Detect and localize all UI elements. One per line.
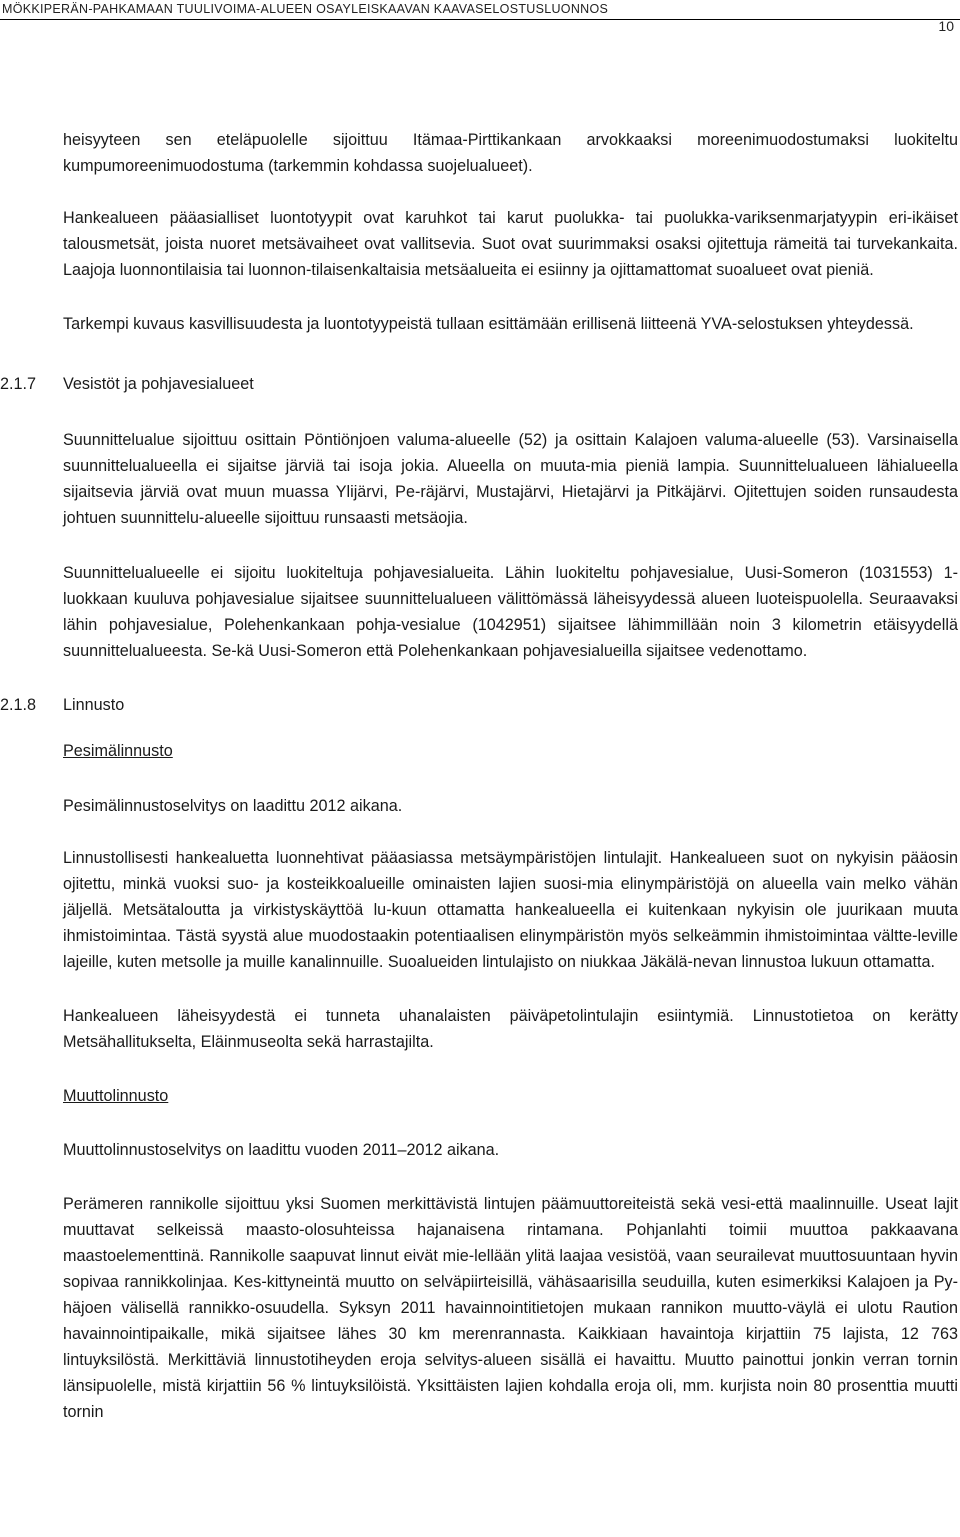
header-divider [0,19,960,20]
section-number: 2.1.7 [0,375,37,393]
section-heading-2-1-7 [0,371,958,397]
paragraph: Pesimälinnustoselvitys on laadittu 2012 aikana. [63,797,403,815]
paragraph: Tarkempi kuvaus kasvillisuudesta ja luontotyypeistä tullaan esittämään erillisenä liitteenä YVA-selostuksen yhteydessä. [63,315,914,333]
document-body [0,127,958,1425]
page-header [0,0,960,34]
subheading-pesimalinnusto: Pesimälinnusto [63,742,173,760]
paragraph: Hankealueen pääasialliset luontotyypit ovat karuhkot tai karut puolukka- tai puolukka-variksenmarjatyypin eri-ikäiset talousmetsät, joista nuoret metsävaiheet ovat vallitsevia. Suot ovat suurimmaksi osaksi ojitettuja rämeitä tai turvekankaita. Laajoja luonnontilaisia tai luonnon-tilaisenkaltaisia metsäalueita ei esiinny ja ojittamattomat suoalueet ovat pieniä. [63,209,958,279]
subheading-muuttolinnusto: Muuttolinnusto [63,1087,169,1105]
paragraph: Perämeren rannikolle sijoittuu yksi Suomen merkittävistä lintujen päämuuttoreiteistä sekä vesi-että maalinnuille. Useat lajit muuttavat selkeissä maasto-olosuhteissa hajanaisena rintamana. Pohjanlahti toimii muuttoa pakkaavana maastoelementtinä. Rannikolle saapuvat linnut eivät mie-lellään ylitä laajaa vesistöä, vaan seurailevat muuttosuuntaan hyvin sopivaa rannikkolinjaa. Kes-kittyneintä muutto on selväpiirteisillä, vähäsaarisilla seuduilla, kuten esimerkiksi Kalajoen ja Py-häjoen välisellä rannikko-osuudella. Syksyn 2011 havainnointitietojen mukaan rannikon muutto-väylä ei ulotu Raution havainnointipaikalle, mikä sijaitsee lähes 30 km merenrannasta. Kaikkiaan havaintoja kirjattiin 75 lajista, 12 763 lintuyksilöstä. Merkittäviä linnustotiheyden eroja selvitys-alueen sisällä ei havaittu. Muutto painottui jonkin verran tornin länsipuolelle, mistä kirjattiin 56 % lintuyksilöistä. Yksittäisten lajien kohdalla eroja oli, mm. kurjista noin 80 prosenttia muutti tornin [63,1195,958,1421]
page-number: 10 [938,18,954,34]
paragraph: Suunnittelualueelle ei sijoitu luokiteltuja pohjavesialueita. Lähin luokiteltu pohjavesialue, Uusi-Someron (1031553) 1-luokkaan kuuluva pohjavesialue sijaitsee suunnittelualueen välittömässä läheisyydessä alueen luoteispuolella. Seuraavaksi lähin pohjavesialue, Polehenkankaan pohja-vesialue (1042951) sijaitsee lähimmillään noin 3 kilometrin etäisyydellä suunnittelualueesta. Se-kä Uusi-Someron että Polehenkankaan pohjavesialueilla sijaitsee vedenottamo. [63,564,958,660]
section-heading-2-1-8 [0,692,958,718]
document-title: MÖKKIPERÄN-PAHKAMAAN TUULIVOIMA-ALUEEN OSAYLEISKAAVAN KAAVASELOSTUSLUONNOS [2,2,609,16]
paragraph: heisyyteen sen eteläpuolelle sijoittuu Itämaa-Pirttikankaan arvokkaaksi moreenimuodostumaksi luokiteltu kumpumoreenimuodostuma (tarkemmin kohdassa suojelualueet). [63,131,958,175]
section-title: Linnusto [63,696,125,714]
paragraph: Linnustollisesti hankealuetta luonnehtivat pääasiassa metsäympäristöjen lintulajit. Hankealueen suot on nykyisin pääosin ojitettu, minkä vuoksi suo- ja kosteikkoalueille ominaisten lajien suosi-mia elinympäristöjä on alueella vain melko vähän jäljellä. Metsätaloutta ja virkistyskäyttöä lu-kuun ottamatta hankealueella ei kuitenkaan nykyisin ole juurikaan muuta ihmistoimintaa. Tästä syystä alue muodostaakin potentiaalisen elinympäristön myös selkeämmin ihmistoimintaa vältte-leville lajeille, kuten metsolle ja muille kanalinnuille. Suoalueiden lintulajisto on niukkaa Jäkälä-nevan linnustoa lukuun ottamatta. [63,849,958,971]
section-number: 2.1.8 [0,696,37,714]
paragraph: Suunnittelualue sijoittuu osittain Pöntiönjoen valuma-alueelle (52) ja osittain Kalajoen valuma-alueelle (53). Varsinaisella suunnittelualueella ei sijaitse järviä tai isoja jokia. Alueella on muuta-mia pieniä lampia. Suunnittelualueen lähialueella sijaitsevia järviä ovat muun muassa Ylijärvi, Pe-räjärvi, Mustajärvi, Hietajärvi ja Pitkäjärvi. Ojitettujen soiden runsaudesta johtuen suunnittelu-alueelle sijoittuu runsaasti metsäojia. [63,431,958,527]
section-title: Vesistöt ja pohjavesialueet [63,375,254,393]
paragraph: Muuttolinnustoselvitys on laadittu vuoden 2011–2012 aikana. [63,1141,500,1159]
paragraph: Hankealueen läheisyydestä ei tunneta uhanalaisten päiväpetolintulajin esiintymiä. Linnustotietoa on kerätty Metsähallitukselta, Eläinmuseolta sekä harrastajilta. [63,1007,958,1051]
